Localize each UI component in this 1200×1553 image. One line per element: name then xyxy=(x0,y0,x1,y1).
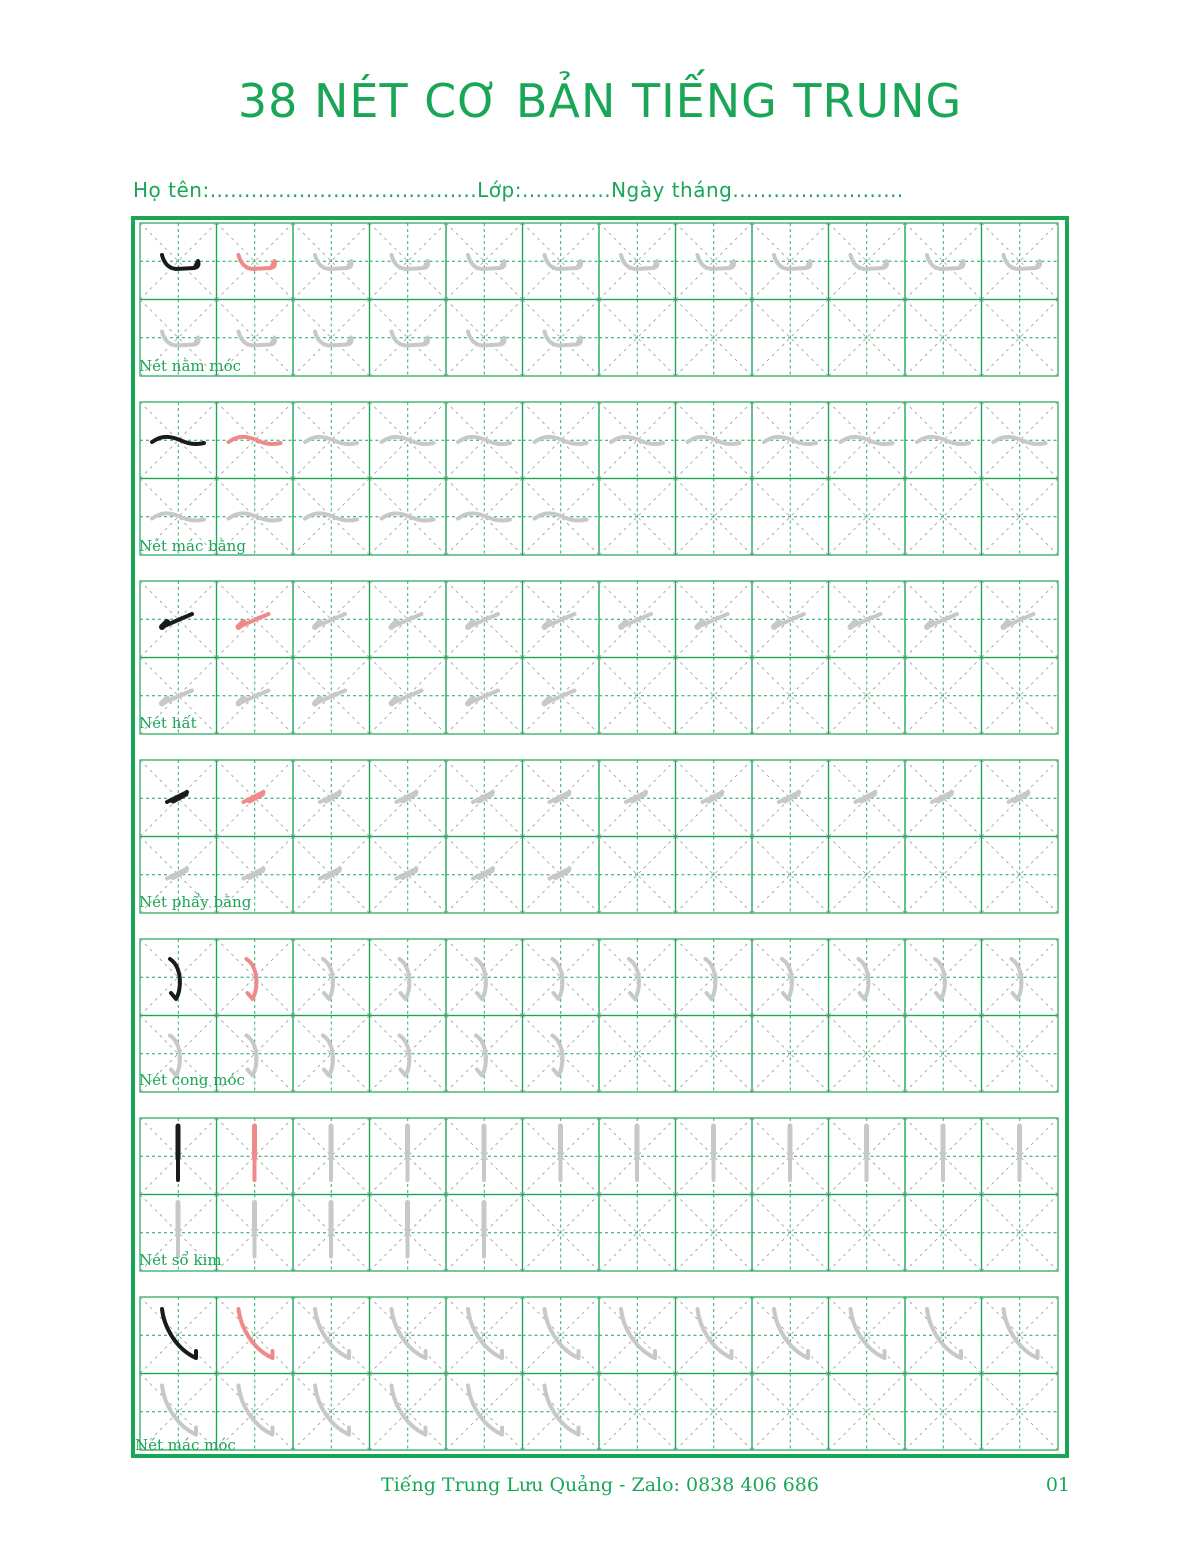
practice-cell[interactable] xyxy=(599,837,676,914)
practice-cell[interactable] xyxy=(982,581,1059,658)
practice-cell[interactable] xyxy=(982,837,1059,914)
stroke-name-label: Nét mác móc xyxy=(135,1436,236,1454)
practice-cell[interactable] xyxy=(599,581,676,658)
practice-cell[interactable] xyxy=(982,223,1059,300)
practice-cell[interactable] xyxy=(752,658,829,735)
practice-cell[interactable] xyxy=(829,939,906,1016)
practice-cell[interactable] xyxy=(523,658,600,735)
practice-cell[interactable] xyxy=(523,223,600,300)
practice-cell[interactable] xyxy=(523,402,600,479)
practice-cell[interactable] xyxy=(446,300,523,377)
practice-cell[interactable] xyxy=(370,1297,447,1374)
stroke-hook-curve-icon xyxy=(315,332,352,346)
practice-cell[interactable] xyxy=(982,1016,1059,1093)
practice-cell[interactable] xyxy=(752,300,829,377)
stroke-flat-throw-icon xyxy=(932,792,952,802)
stroke-name-label: Nét cong móc xyxy=(139,1071,245,1089)
stroke-flat-throw-icon xyxy=(244,869,264,879)
stroke-flat-throw-icon xyxy=(550,869,570,879)
practice-cell[interactable] xyxy=(905,658,982,735)
practice-cell[interactable] xyxy=(676,1016,753,1093)
stroke-rise-icon xyxy=(162,691,192,704)
practice-cell[interactable] xyxy=(293,223,370,300)
stroke-block xyxy=(140,581,1058,734)
practice-cell[interactable] xyxy=(446,760,523,837)
practice-cell[interactable] xyxy=(370,760,447,837)
practice-cell[interactable] xyxy=(293,1297,370,1374)
footer-credit: Tiếng Trung Lưu Quảng - Zalo: 0838 406 686 xyxy=(381,1474,819,1496)
practice-cell[interactable] xyxy=(752,760,829,837)
stroke-flat-throw-icon xyxy=(1009,792,1029,802)
practice-cell[interactable] xyxy=(829,760,906,837)
practice-cell[interactable] xyxy=(599,1016,676,1093)
practice-cell[interactable] xyxy=(446,581,523,658)
practice-cell[interactable] xyxy=(370,1118,447,1195)
practice-cell[interactable] xyxy=(905,223,982,300)
practice-cell[interactable] xyxy=(676,837,753,914)
stroke-hook-curve-icon xyxy=(545,255,582,269)
practice-cell[interactable] xyxy=(599,402,676,479)
practice-cell[interactable] xyxy=(370,402,447,479)
practice-cell[interactable] xyxy=(829,479,906,556)
practice-cell[interactable] xyxy=(217,658,294,735)
practice-cell[interactable] xyxy=(523,760,600,837)
stroke-rise-icon xyxy=(315,691,345,704)
practice-cell[interactable] xyxy=(829,658,906,735)
practice-cell[interactable] xyxy=(905,402,982,479)
stroke-hook-curve-icon xyxy=(698,255,735,269)
stroke-hook-curve-icon xyxy=(392,255,429,269)
practice-cell[interactable] xyxy=(905,1118,982,1195)
practice-cell[interactable] xyxy=(217,402,294,479)
stroke-press-hook-icon xyxy=(239,1386,273,1435)
stroke-hook-curve-icon xyxy=(239,255,276,269)
stroke-flat-throw-icon xyxy=(626,792,646,802)
practice-cell[interactable] xyxy=(217,760,294,837)
stroke-hook-curve-icon xyxy=(239,332,276,346)
practice-cell[interactable] xyxy=(446,402,523,479)
stroke-rise-icon xyxy=(315,614,345,627)
practice-cell[interactable] xyxy=(599,1118,676,1195)
stroke-flat-throw-icon xyxy=(167,869,187,879)
practice-cell[interactable] xyxy=(140,760,217,837)
practice-cell[interactable] xyxy=(293,581,370,658)
practice-cell[interactable] xyxy=(446,1195,523,1272)
practice-cell[interactable] xyxy=(446,939,523,1016)
stroke-hook-curve-icon xyxy=(162,255,199,269)
practice-cell[interactable] xyxy=(446,1016,523,1093)
stroke-press-hook-icon xyxy=(392,1309,426,1358)
page-title: 38 NÉT CƠ BẢN TIẾNG TRUNG xyxy=(237,74,963,128)
stroke-hook-curve-icon xyxy=(392,332,429,346)
stroke-flat-throw-icon xyxy=(397,869,417,879)
stroke-press-hook-icon xyxy=(621,1309,655,1358)
practice-cell[interactable] xyxy=(982,1195,1059,1272)
practice-cell[interactable] xyxy=(446,479,523,556)
stroke-press-hook-icon xyxy=(315,1309,349,1358)
practice-cell[interactable] xyxy=(982,658,1059,735)
practice-cell[interactable] xyxy=(752,479,829,556)
practice-cell[interactable] xyxy=(829,1297,906,1374)
practice-cell[interactable] xyxy=(523,300,600,377)
practice-cell[interactable] xyxy=(676,402,753,479)
practice-cell[interactable] xyxy=(217,581,294,658)
practice-cell[interactable] xyxy=(829,300,906,377)
stroke-hook-curve-icon xyxy=(315,255,352,269)
stroke-rise-icon xyxy=(621,614,651,627)
stroke-rise-icon xyxy=(392,691,422,704)
stroke-press-hook-icon xyxy=(698,1309,732,1358)
practice-cell[interactable] xyxy=(446,658,523,735)
stroke-name-label: Nét hất xyxy=(139,714,197,732)
practice-cell[interactable] xyxy=(140,939,217,1016)
stroke-rise-icon xyxy=(545,691,575,704)
page-number: 01 xyxy=(1045,1474,1070,1496)
practice-cell[interactable] xyxy=(676,1195,753,1272)
practice-cell[interactable] xyxy=(523,837,600,914)
practice-cell[interactable] xyxy=(676,939,753,1016)
stroke-press-hook-icon xyxy=(315,1386,349,1435)
stroke-name-label: Nét sổ kim xyxy=(139,1251,222,1269)
stroke-rise-icon xyxy=(774,614,804,627)
stroke-press-hook-icon xyxy=(927,1309,961,1358)
stroke-block xyxy=(140,1118,1058,1271)
stroke-rise-icon xyxy=(468,691,498,704)
stroke-block xyxy=(140,1297,1058,1450)
stroke-hook-curve-icon xyxy=(468,255,505,269)
practice-cell[interactable] xyxy=(752,581,829,658)
practice-cell[interactable] xyxy=(829,1195,906,1272)
practice-cell[interactable] xyxy=(523,1016,600,1093)
practice-cell[interactable] xyxy=(370,658,447,735)
stroke-press-hook-icon xyxy=(162,1386,196,1435)
practice-cell[interactable] xyxy=(140,1118,217,1195)
student-info-line: Họ tên:.......................................Lớp:.............Ngày tháng......................... xyxy=(133,178,904,202)
stroke-flat-throw-icon xyxy=(703,792,723,802)
practice-cell[interactable] xyxy=(293,479,370,556)
practice-cell[interactable] xyxy=(446,837,523,914)
practice-cell[interactable] xyxy=(752,939,829,1016)
practice-cell[interactable] xyxy=(829,837,906,914)
practice-cell[interactable] xyxy=(293,1374,370,1451)
practice-cell[interactable] xyxy=(905,1016,982,1093)
practice-cell[interactable] xyxy=(829,402,906,479)
practice-cell[interactable] xyxy=(370,939,447,1016)
practice-cell[interactable] xyxy=(676,658,753,735)
practice-cell[interactable] xyxy=(599,479,676,556)
practice-cell[interactable] xyxy=(676,223,753,300)
practice-cell[interactable] xyxy=(752,1374,829,1451)
stroke-rise-icon xyxy=(392,614,422,627)
practice-cell[interactable] xyxy=(523,581,600,658)
practice-cell[interactable] xyxy=(523,479,600,556)
practice-cell[interactable] xyxy=(676,1297,753,1374)
stroke-hook-curve-icon xyxy=(621,255,658,269)
practice-cell[interactable] xyxy=(293,1195,370,1272)
practice-cell[interactable] xyxy=(293,760,370,837)
practice-cell[interactable] xyxy=(676,1374,753,1451)
stroke-press-hook-icon xyxy=(545,1386,579,1435)
practice-cell[interactable] xyxy=(676,581,753,658)
practice-cell[interactable] xyxy=(370,837,447,914)
practice-cell[interactable] xyxy=(599,939,676,1016)
practice-cell[interactable] xyxy=(293,939,370,1016)
practice-cell[interactable] xyxy=(982,1297,1059,1374)
stroke-press-hook-icon xyxy=(468,1386,502,1435)
stroke-press-hook-icon xyxy=(1004,1309,1038,1358)
practice-cell[interactable] xyxy=(829,1118,906,1195)
practice-cell[interactable] xyxy=(752,1118,829,1195)
practice-cell[interactable] xyxy=(905,1374,982,1451)
practice-cell[interactable] xyxy=(523,1118,600,1195)
practice-cell[interactable] xyxy=(446,223,523,300)
practice-cell[interactable] xyxy=(370,479,447,556)
practice-cell[interactable] xyxy=(982,760,1059,837)
practice-cell[interactable] xyxy=(599,300,676,377)
stroke-rise-icon xyxy=(1004,614,1034,627)
stroke-flat-throw-icon xyxy=(856,792,876,802)
practice-cell[interactable] xyxy=(370,581,447,658)
practice-cell[interactable] xyxy=(752,1297,829,1374)
practice-cell[interactable] xyxy=(905,581,982,658)
practice-cell[interactable] xyxy=(217,1297,294,1374)
practice-cell[interactable] xyxy=(293,402,370,479)
practice-cell[interactable] xyxy=(370,1195,447,1272)
practice-cell[interactable] xyxy=(982,1374,1059,1451)
stroke-hook-curve-icon xyxy=(1004,255,1041,269)
stroke-press-hook-icon xyxy=(392,1386,426,1435)
practice-cell[interactable] xyxy=(599,1297,676,1374)
stroke-press-hook-icon xyxy=(545,1309,579,1358)
practice-cell[interactable] xyxy=(217,1118,294,1195)
practice-cell[interactable] xyxy=(676,760,753,837)
stroke-flat-throw-icon xyxy=(244,792,264,802)
stroke-press-hook-icon xyxy=(851,1309,885,1358)
practice-cell[interactable] xyxy=(905,760,982,837)
practice-cell[interactable] xyxy=(370,1374,447,1451)
practice-cell[interactable] xyxy=(829,223,906,300)
practice-cell[interactable] xyxy=(676,300,753,377)
stroke-block xyxy=(140,402,1058,555)
practice-cell[interactable] xyxy=(140,581,217,658)
stroke-name-label: Nét mác bằng xyxy=(139,537,246,555)
practice-cell[interactable] xyxy=(599,760,676,837)
practice-cell[interactable] xyxy=(676,479,753,556)
stroke-rise-icon xyxy=(698,614,728,627)
stroke-rise-icon xyxy=(162,614,192,627)
practice-cell[interactable] xyxy=(370,223,447,300)
stroke-hook-curve-icon xyxy=(927,255,964,269)
practice-cell[interactable] xyxy=(829,1374,906,1451)
practice-cell[interactable] xyxy=(370,1016,447,1093)
stroke-block xyxy=(140,760,1058,913)
practice-cell[interactable] xyxy=(293,658,370,735)
practice-cell[interactable] xyxy=(676,1118,753,1195)
practice-cell[interactable] xyxy=(982,1118,1059,1195)
stroke-rise-icon xyxy=(239,691,269,704)
practice-cell[interactable] xyxy=(982,300,1059,377)
stroke-flat-throw-icon xyxy=(779,792,799,802)
practice-cell[interactable] xyxy=(523,939,600,1016)
practice-cell[interactable] xyxy=(752,1195,829,1272)
stroke-flat-throw-icon xyxy=(320,792,340,802)
practice-cell[interactable] xyxy=(140,223,217,300)
practice-cell[interactable] xyxy=(446,1118,523,1195)
stroke-press-hook-icon xyxy=(239,1309,273,1358)
stroke-flat-throw-icon xyxy=(473,792,493,802)
stroke-rise-icon xyxy=(239,614,269,627)
practice-cell[interactable] xyxy=(599,658,676,735)
practice-cell[interactable] xyxy=(599,1195,676,1272)
practice-cell[interactable] xyxy=(905,1195,982,1272)
stroke-hook-curve-icon xyxy=(774,255,811,269)
stroke-flat-throw-icon xyxy=(473,869,493,879)
practice-cell[interactable] xyxy=(217,939,294,1016)
practice-cell[interactable] xyxy=(599,223,676,300)
practice-cell[interactable] xyxy=(217,1195,294,1272)
practice-cell[interactable] xyxy=(140,1297,217,1374)
practice-cell[interactable] xyxy=(293,300,370,377)
stroke-hook-curve-icon xyxy=(545,332,582,346)
practice-cell[interactable] xyxy=(905,837,982,914)
stroke-flat-throw-icon xyxy=(320,869,340,879)
practice-cell[interactable] xyxy=(293,837,370,914)
practice-cell[interactable] xyxy=(446,1374,523,1451)
practice-cell[interactable] xyxy=(982,939,1059,1016)
practice-cell[interactable] xyxy=(523,1195,600,1272)
stroke-press-hook-icon xyxy=(468,1309,502,1358)
stroke-hook-curve-icon xyxy=(851,255,888,269)
practice-cell[interactable] xyxy=(217,223,294,300)
practice-cell[interactable] xyxy=(523,1297,600,1374)
stroke-name-label: Nét nằm móc xyxy=(139,357,242,375)
stroke-hook-curve-icon xyxy=(162,332,199,346)
stroke-block xyxy=(140,223,1058,376)
stroke-rise-icon xyxy=(851,614,881,627)
practice-cell[interactable] xyxy=(446,1297,523,1374)
stroke-rise-icon xyxy=(468,614,498,627)
stroke-press-hook-icon xyxy=(162,1309,196,1358)
stroke-rise-icon xyxy=(545,614,575,627)
stroke-name-label: Nét phẩy bằng xyxy=(139,893,252,911)
stroke-hook-curve-icon xyxy=(468,332,505,346)
practice-cell[interactable] xyxy=(829,581,906,658)
practice-cell[interactable] xyxy=(293,1016,370,1093)
practice-cell[interactable] xyxy=(905,939,982,1016)
practice-cell[interactable] xyxy=(982,479,1059,556)
stroke-rise-icon xyxy=(927,614,957,627)
practice-cell[interactable] xyxy=(752,223,829,300)
practice-cell[interactable] xyxy=(905,300,982,377)
stroke-flat-throw-icon xyxy=(167,792,187,802)
practice-cell[interactable] xyxy=(599,1374,676,1451)
practice-cell[interactable] xyxy=(370,300,447,377)
practice-cell[interactable] xyxy=(140,402,217,479)
stroke-block xyxy=(140,939,1058,1092)
stroke-flat-throw-icon xyxy=(550,792,570,802)
practice-cell[interactable] xyxy=(982,402,1059,479)
practice-cell[interactable] xyxy=(905,1297,982,1374)
practice-cell[interactable] xyxy=(293,1118,370,1195)
stroke-flat-throw-icon xyxy=(397,792,417,802)
practice-cell[interactable] xyxy=(752,837,829,914)
practice-cell[interactable] xyxy=(829,1016,906,1093)
practice-cell[interactable] xyxy=(752,402,829,479)
stroke-press-hook-icon xyxy=(774,1309,808,1358)
practice-cell[interactable] xyxy=(752,1016,829,1093)
practice-cell[interactable] xyxy=(905,479,982,556)
practice-cell[interactable] xyxy=(523,1374,600,1451)
